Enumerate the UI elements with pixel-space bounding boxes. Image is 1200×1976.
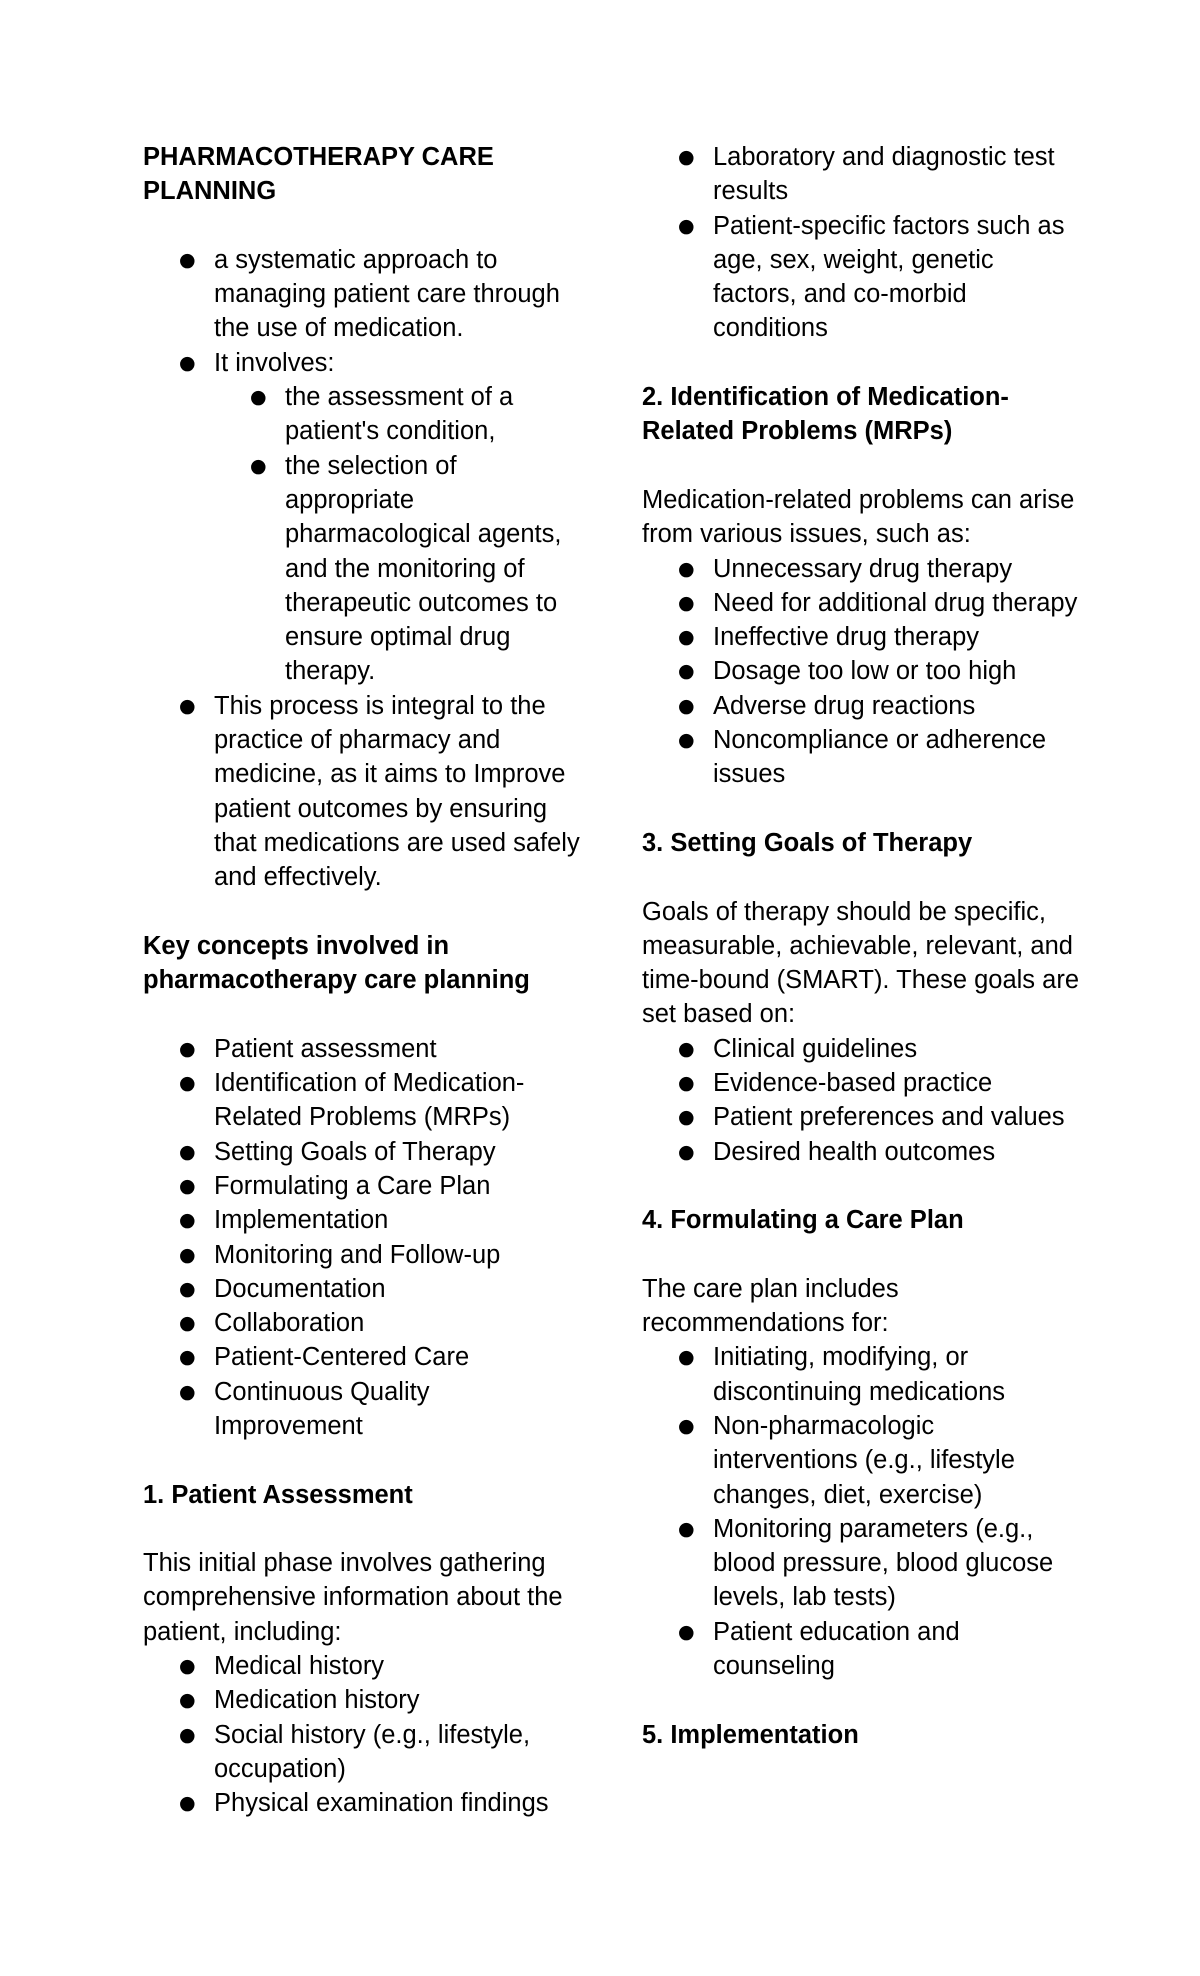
section-1-text: This initial phase involves gathering comprehensive information about the patient, including: [143, 1549, 563, 1646]
involves-sublist [214, 380, 583, 689]
list-item: ● Clinical guidelines [642, 1032, 1082, 1066]
list-item-label: It involves: [214, 348, 335, 377]
list-item: ● Evidence-based practice [642, 1066, 1082, 1100]
list-item: ● Monitoring parameters (e.g., blood pressure, blood glucose levels, lab tests) [642, 1512, 1082, 1615]
list-item: ● Patient education and counseling [642, 1615, 1082, 1684]
list-item: ● Unnecessary drug therapy [642, 552, 1082, 586]
right-column [642, 140, 1082, 1752]
sub-list-item: ● the selection of appropriate pharmacological agents, and the monitoring of therapeutic outcomes to ensure optimal drug therapy. [214, 449, 583, 689]
list-item: ● Dosage too low or too high [642, 654, 1082, 688]
list-item: ● a systematic approach to managing patient care through the use of medication. [143, 243, 583, 346]
section-2-text: Medication-related problems can arise from various issues, such as: [642, 485, 1075, 549]
section-2-heading: 2. Identification of Medication-Related Problems (MRPs) [642, 383, 1009, 446]
list-item: ● Laboratory and diagnostic test results [642, 140, 1082, 209]
list-item: ● Identification of Medication-Related Problems (MRPs) [143, 1066, 583, 1135]
key-concepts-heading: Key concepts involved in pharmacotherapy care planning [143, 931, 530, 995]
section-2-list [642, 552, 1082, 792]
section-3-heading: 3. Setting Goals of Therapy [642, 828, 973, 857]
list-item: ● Patient-specific factors such as age, sex, weight, genetic factors, and co-morbid conditions [642, 209, 1082, 346]
list-item: ● Collaboration [143, 1306, 583, 1340]
section-1-list [143, 1649, 583, 1820]
section-4-text: The care plan includes recommendations for: [642, 1274, 899, 1338]
list-item: ● Physical examination findings [143, 1786, 583, 1820]
list-item: ● Initiating, modifying, or discontinuing medications [642, 1340, 1082, 1409]
list-item: ● Patient-Centered Care [143, 1340, 583, 1374]
section-3-list [642, 1032, 1082, 1169]
section-1-heading: 1. Patient Assessment [143, 1480, 413, 1509]
list-item: ● Patient preferences and values [642, 1100, 1082, 1134]
list-item: ● Noncompliance or adherence issues [642, 723, 1082, 792]
section-3-text: Goals of therapy should be specific, measurable, achievable, relevant, and time-bound (SMART). These goals are set based on: [642, 897, 1079, 1029]
list-item: ● Setting Goals of Therapy [143, 1135, 583, 1169]
document-title: PHARMACOTHERAPY CARE PLANNING [143, 143, 494, 206]
list-item: ● Continuous Quality Improvement [143, 1375, 583, 1444]
key-concepts-list [143, 1032, 583, 1444]
section-5-heading: 5. Implementation [642, 1720, 859, 1749]
list-item [143, 346, 583, 689]
list-item: ● Desired health outcomes [642, 1135, 1082, 1169]
intro-list [143, 243, 583, 895]
list-item: ● Adverse drug reactions [642, 689, 1082, 723]
list-item: ● Ineffective drug therapy [642, 620, 1082, 654]
list-item: ● Medication history [143, 1683, 583, 1717]
section-1-list-continued [642, 140, 1082, 346]
list-item: ● Monitoring and Follow-up [143, 1238, 583, 1272]
list-item: ● This process is integral to the practice of pharmacy and medicine, as it aims to Improve patient outcomes by ensuring that medications are used safely and effectively. [143, 689, 583, 895]
list-item: ● Documentation [143, 1272, 583, 1306]
list-item: ● Medical history [143, 1649, 583, 1683]
left-column [143, 140, 583, 1821]
list-item: ● Patient assessment [143, 1032, 583, 1066]
list-item: ● Non-pharmacologic interventions (e.g., lifestyle changes, diet, exercise) [642, 1409, 1082, 1512]
section-4-heading: 4. Formulating a Care Plan [642, 1206, 964, 1235]
sub-list-item: ● the assessment of a patient's condition, [214, 380, 583, 449]
section-4-list [642, 1340, 1082, 1683]
list-item: ● Implementation [143, 1203, 583, 1237]
list-item: ● Social history (e.g., lifestyle, occupation) [143, 1718, 583, 1787]
list-item: ● Need for additional drug therapy [642, 586, 1082, 620]
list-item: ● Formulating a Care Plan [143, 1169, 583, 1203]
